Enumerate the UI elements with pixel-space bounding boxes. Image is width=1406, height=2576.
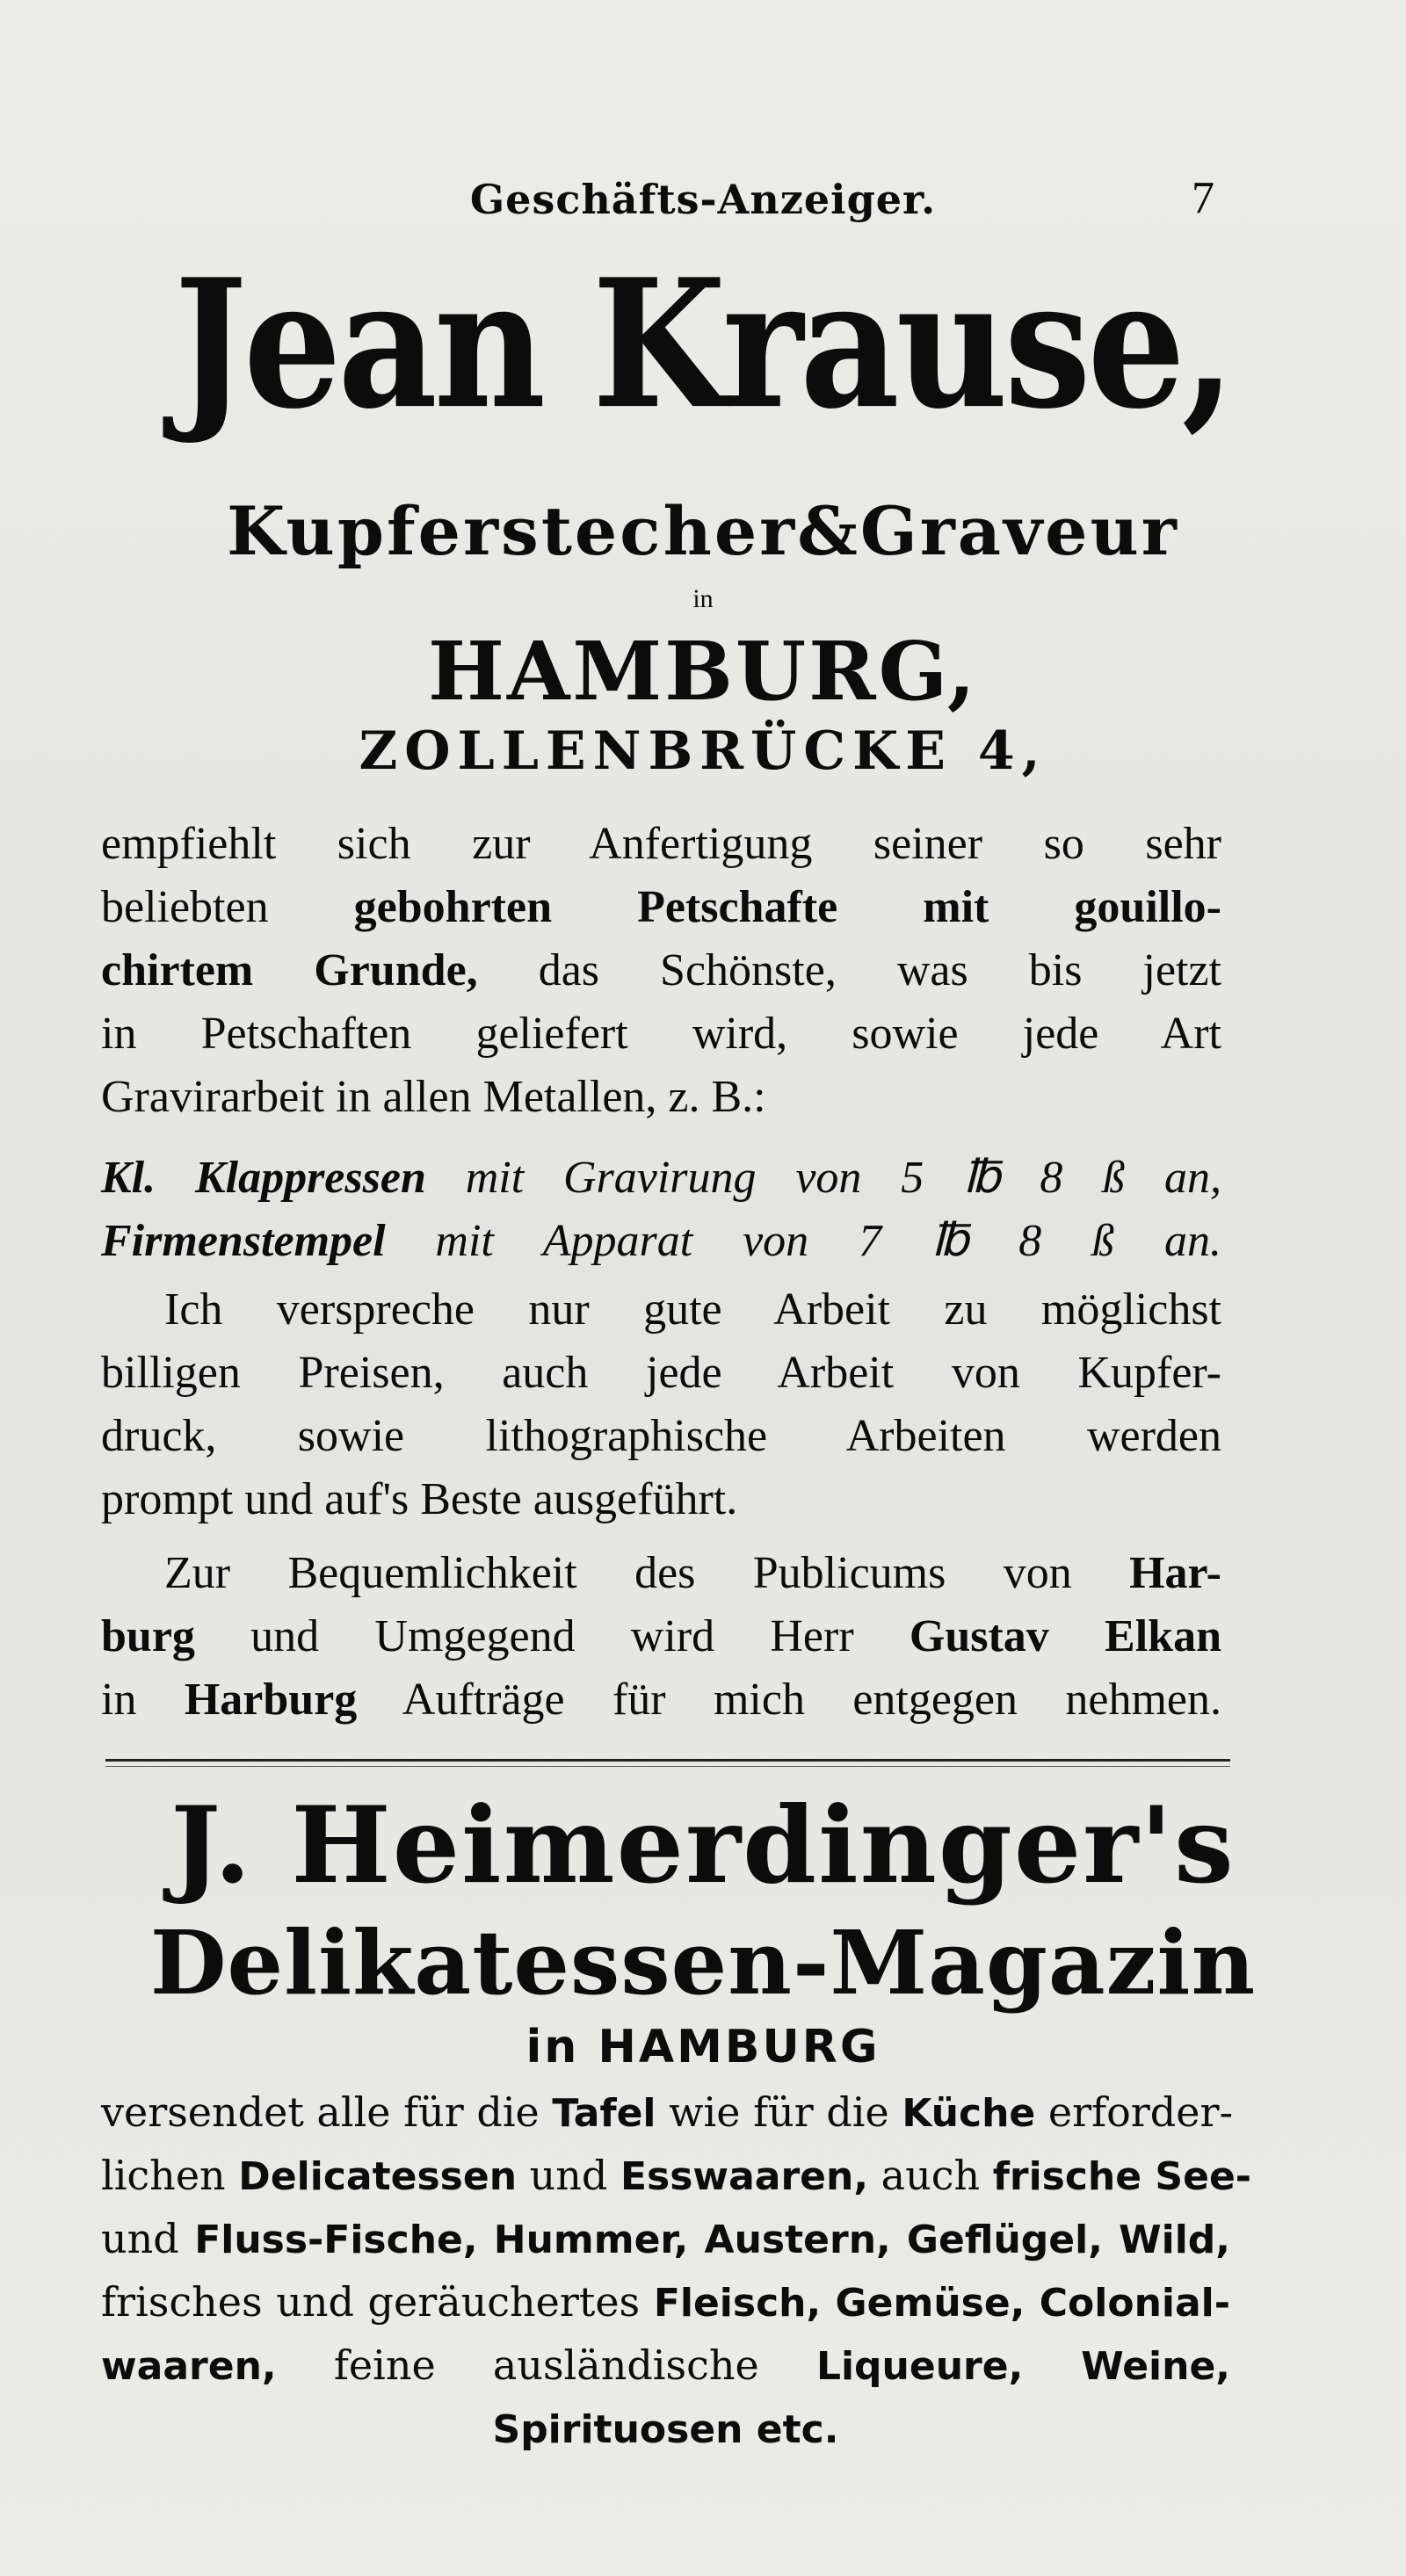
text-run-bold: Küche: [902, 2091, 1036, 2136]
text-run: erforder-: [1047, 2088, 1233, 2136]
text-run-bold: Fleisch, Gemüse, Colonial-: [653, 2281, 1231, 2326]
text-run: wie für die: [669, 2088, 889, 2136]
text-run-bold: waaren,: [101, 2344, 277, 2389]
text-run: auch: [881, 2152, 981, 2199]
text-run: Aufträge für mich entgegen nehmen.: [402, 1675, 1221, 1725]
text-run-bold: Gustav Elkan: [909, 1611, 1222, 1661]
text-line: in Petschaften geliefert wird, sowie jede Art: [101, 1009, 1221, 1059]
krause-paragraph-2: [101, 1278, 1221, 1531]
text-line: [101, 2080, 1233, 2144]
text-line: [101, 2144, 1252, 2207]
text-line: druck, sowie lithographische Arbeiten werden: [101, 1411, 1221, 1461]
krause-city: HAMBURG,: [428, 624, 978, 719]
text-line: billigen Preisen, auch jede Arbeit von Kupfer-: [101, 1348, 1221, 1398]
text-run-bold: Tafel: [552, 2091, 656, 2136]
text-run: in: [101, 1675, 137, 1725]
text-line: [101, 939, 1221, 1002]
text-run-bold: Fluss-Fische, Hummer, Austern, Geflügel, Wild,: [194, 2218, 1231, 2262]
text-run-bold: frische See-: [992, 2154, 1252, 2199]
text-run-bold: gebohrten Petschafte mit gouillo-: [353, 882, 1221, 932]
text-line: [101, 876, 1221, 939]
page-number: 7: [1192, 173, 1214, 223]
text-line: Ich verspreche nur gute Arbeit zu möglichst: [164, 1284, 1221, 1335]
krause-street: ZOLLENBRÜCKE 4,: [359, 720, 1047, 782]
text-run: und: [101, 2215, 179, 2262]
text-line: empfiehlt sich zur Anfertigung seiner so sehr: [101, 819, 1221, 869]
text-run: feine ausländische: [333, 2341, 759, 2389]
price-item: Firmenstempel: [101, 1216, 386, 1266]
text-line: [101, 1605, 1221, 1668]
text-run-bold: Esswaaren,: [620, 2154, 869, 2199]
krause-paragraph-1: [101, 813, 1221, 1129]
price-line: [101, 1147, 1221, 1210]
price-line: [101, 1210, 1221, 1273]
text-run-bold: chirtem Grunde,: [101, 945, 478, 995]
text-run-bold: Harburg: [184, 1675, 358, 1725]
text-run: beliebten: [101, 882, 269, 932]
heimerdinger-city: in HAMBURG: [525, 2021, 881, 2073]
text-line: [101, 2334, 1230, 2397]
text-run-bold: burg: [101, 1611, 195, 1661]
krause-profession: Kupferstecher&Graveur: [227, 492, 1179, 570]
text-run-bold: Liqueure, Weine,: [815, 2344, 1230, 2389]
running-head: Geschäfts-Anzeiger.: [469, 176, 937, 223]
text-run: lichen: [101, 2152, 226, 2199]
text-run: versendet alle für die: [101, 2088, 540, 2136]
text-line: Gravirarbeit in allen Metallen, z. B.:: [101, 1072, 766, 1122]
text-run: und Umgegend wird Herr: [250, 1611, 854, 1661]
krause-in-word: in: [692, 584, 714, 613]
section-divider: [105, 1759, 1230, 1762]
heimerdinger-body: [101, 2080, 1252, 2460]
krause-prices: [101, 1147, 1221, 1273]
text-run: Zur Bequemlichkeit des Publicums von: [164, 1548, 1072, 1598]
text-run-bold: Spirituosen etc.: [492, 2407, 839, 2452]
text-run-bold: Delicatessen: [238, 2154, 518, 2199]
price-detail: mit Gravirung von 5 ℔ 8 ß an,: [465, 1153, 1222, 1203]
price-item: Kl. Klappressen: [101, 1153, 426, 1203]
text-line: [101, 2270, 1230, 2334]
text-line: [101, 1542, 1221, 1605]
text-line: [101, 2207, 1230, 2270]
krause-name: Jean Krause,: [174, 241, 1232, 449]
krause-paragraph-3: [101, 1542, 1221, 1732]
text-run: das Schönste, was bis jetzt: [538, 945, 1222, 995]
price-detail: mit Apparat von 7 ℔ 8 ß an.: [435, 1216, 1221, 1266]
text-run: frisches und geräuchertes: [101, 2278, 641, 2326]
heimerdinger-subtitle: Delikatessen-Magazin: [149, 1911, 1257, 2015]
text-run: und: [529, 2152, 608, 2199]
text-run-bold: Har-: [1129, 1548, 1221, 1598]
text-line: prompt und auf's Beste ausgeführt.: [101, 1474, 738, 1524]
header-row: [0, 173, 1406, 237]
text-line: [101, 2397, 1230, 2460]
section-divider-thin: [105, 1766, 1230, 1767]
heimerdinger-name: J. Heimerdinger's: [170, 1784, 1236, 1907]
text-line: [101, 1668, 1221, 1732]
